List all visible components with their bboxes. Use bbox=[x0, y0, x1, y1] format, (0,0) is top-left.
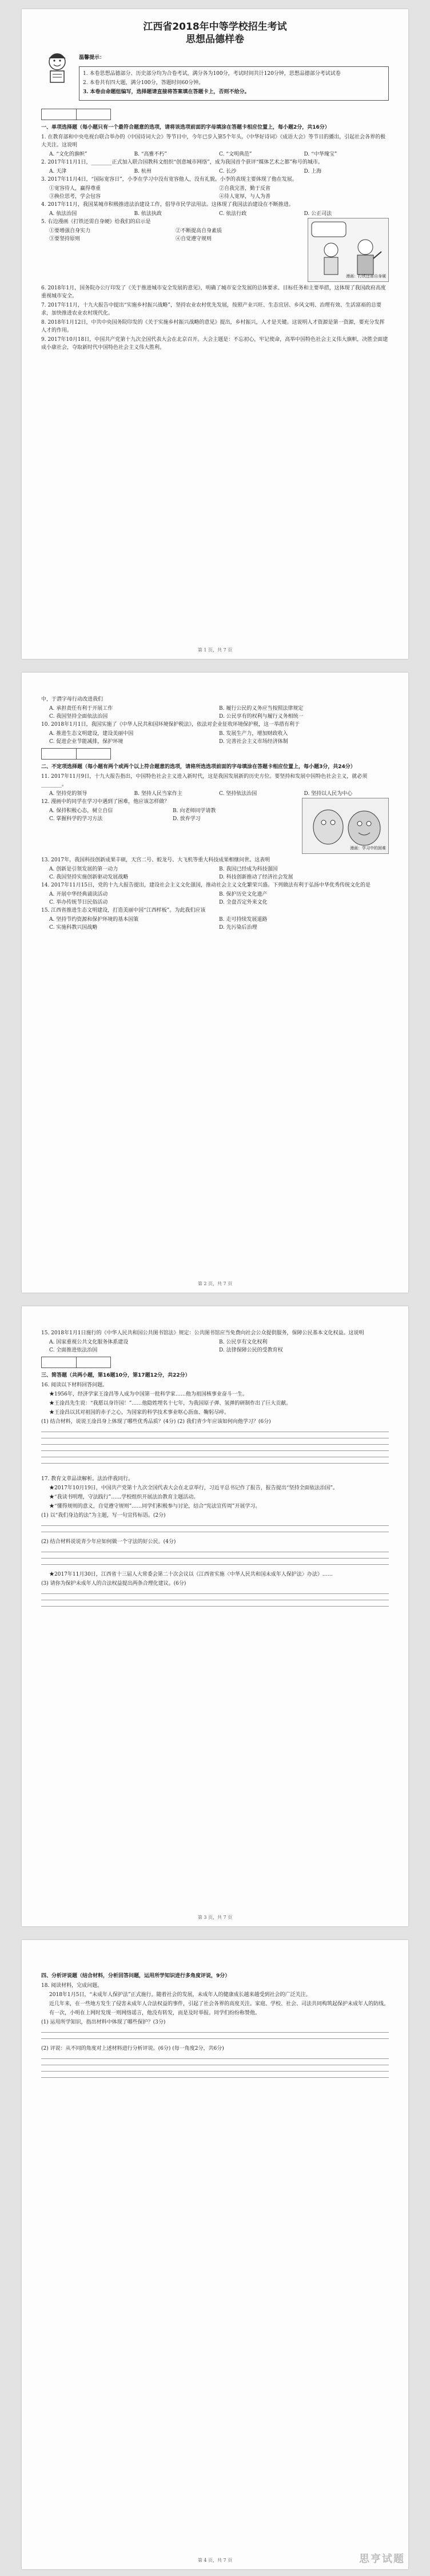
ask-2-text: (2) 评说：从不同的角度对上述材料进行分析评说。(6分) bbox=[41, 2046, 171, 2052]
material-line: ★2017年10月19日，中国共产党第十九次全国代表大会在北京举行，习近平总书记作了报告，报告提出“坚持全面依法治国”。 bbox=[49, 1485, 339, 1491]
option: C. 全面推进依法治国 bbox=[49, 1347, 98, 1353]
option: D. 法律保障公民的受教育权 bbox=[219, 1347, 283, 1353]
exam-page-2 bbox=[22, 673, 408, 1293]
question-6: 6. 2018年1月，国务院办公厅印发了《关于推进城市安全发展的意见》，明确了城市安全发展的总体要求、目标任务和主要举措，这体现了我国政府高度重视城市安全。 bbox=[41, 285, 386, 299]
page-footer: 第 1 页，共 7 页 bbox=[197, 647, 233, 653]
notice-mascot-icon bbox=[41, 50, 75, 90]
question-17-ask-1: (1) 以“我们身边的法”为主题，写一句宣传标语。(2分) bbox=[41, 1513, 166, 1518]
question-18-ask-2 bbox=[41, 2045, 389, 2053]
material-line: ★“我读书明理，守法践行”……学校组织开展法治教育主题活动。 bbox=[49, 1494, 199, 1500]
option: D. 坚持以人民为中心 bbox=[304, 791, 353, 797]
material-line: 近几年来，在一些地方发生了侵害未成年人合法权益的事件，引起了社会各界的高度关注。家庭、学校、社会、司法共同构筑起保护未成年人的防线。 bbox=[49, 2001, 389, 2007]
question-13: 13. 2017年，我国科技创新成果丰硕，天宫二号、蛟龙号、大飞机等重大科技成果相继问世。这表明 bbox=[41, 857, 270, 863]
option: B. 保护历史文化遗产 bbox=[219, 892, 268, 897]
option: A. 天津 bbox=[49, 169, 67, 174]
option: ④待人宽厚，与人为善 bbox=[219, 194, 271, 200]
option: C. 实施科教兴国战略 bbox=[49, 925, 98, 931]
notice-label: 温馨提示： bbox=[79, 55, 105, 61]
question-11: 11. 2017年11月9日，十九大报告指出，中国特色社会主义进入新时代，这是我国发展新的历史方位。要坚持和发展中国特色社会主义，就必须________。 bbox=[41, 774, 368, 788]
question-15-options bbox=[41, 916, 389, 932]
option: B. “高雅不朽” bbox=[134, 152, 168, 157]
cartoon-1-image bbox=[308, 218, 389, 282]
question-17-ask-3: (3) 请你为保护未成年人的合法权益提出两条合理化建议。(6分) bbox=[41, 1581, 186, 1587]
score-box bbox=[41, 1357, 111, 1368]
material-line: ★王淦昌先生说：“我愿以身许国！”……他隐姓埋名十七年，为我国原子弹、氢弹的研制作出了巨大贡献。 bbox=[49, 1401, 292, 1406]
question-5: 5. 右边漫画《打铁还需自身硬》给我们的启示是 bbox=[41, 219, 151, 225]
option: C. “文明典范” bbox=[219, 152, 252, 157]
notice-line: 3. 本卷由命题组编写，选择题请直接将答案填在答题卡上，否则不给分。 bbox=[83, 89, 250, 95]
option: C. 我国坚持实施创新驱动发展战略 bbox=[49, 874, 129, 880]
option: A. 推进生态文明建设，建设美丽中国 bbox=[49, 731, 134, 737]
answer-space bbox=[41, 2058, 389, 2078]
option: C. 依法行政 bbox=[219, 211, 247, 217]
exam-page-4 bbox=[22, 1940, 408, 2569]
option: B. 杭州 bbox=[134, 169, 152, 174]
section-2-heading: 二、不定项选择题（每小题有两个或两个以上符合题意的选项，请将所选选项前面的字母填涂在答题卡相应位置上，每小题3分，共24分） bbox=[41, 764, 356, 770]
question-17: 17. 教育文章品读解析。法治伴我同行。 bbox=[41, 1476, 134, 1482]
question-12: 12. 漫画中的同学在学习中遇到了困难，他应该怎样做？ bbox=[41, 799, 170, 805]
question-11-options bbox=[41, 790, 389, 798]
question-14: 14. 2017年11月15日，党的十九大报告提出，建设社会主义文化强国，推动社会主义文化繁荣兴盛。下列做法有利于弘扬中华优秀传统文化的是 bbox=[41, 882, 371, 888]
option: C. 掌握科学的学习方法 bbox=[49, 816, 103, 822]
option: B. 公民享有文化权利 bbox=[219, 1339, 268, 1345]
option: B. 依法执政 bbox=[134, 211, 162, 217]
question-2-options bbox=[41, 168, 389, 176]
question-9-options bbox=[41, 705, 389, 721]
option: D. 公正司法 bbox=[304, 211, 332, 217]
question-4-options bbox=[41, 210, 389, 218]
option: D. 全盘否定外来文化 bbox=[219, 900, 268, 905]
continued-text: 中，于潜字母行动改进我们 bbox=[41, 697, 103, 702]
question-12-options bbox=[41, 807, 296, 823]
option: ④自觉遵守规则 bbox=[176, 236, 212, 242]
notice-line: 2. 本卷共有四大题，满分100分，答题时间60分钟。 bbox=[83, 80, 204, 86]
question-10: 10. 2018年1月1日，我国实施了《中华人民共和国环境保护税法》，依法对企业征收环境保护税，这一举措有利于 bbox=[41, 722, 300, 728]
option: A. 坚持节约资源和保护环境的基本国策 bbox=[49, 917, 139, 923]
option: D. “中华瑰宝” bbox=[304, 152, 337, 157]
exam-subtitle: 思想品德样卷 bbox=[186, 34, 244, 45]
question-15-lead: 15. 江西省推进生态文明建设，打造美丽中国“江西样板”。为此我们应该 bbox=[41, 908, 206, 913]
material-line: ★1956年，经济学家王淦昌等人成为中国第一批科学家……他为祖国核事业奋斗一生。 bbox=[49, 1392, 248, 1397]
score-box bbox=[41, 109, 111, 120]
option: ②不断提高自身素质 bbox=[176, 228, 222, 234]
cartoon-2-image bbox=[302, 798, 389, 854]
question-15-options bbox=[41, 1338, 389, 1354]
question-2: 2. 2017年11月1日，________正式加入联合国教科文组织“创意城市网络”，成为我国首个获评“媒体艺术之都”称号的城市。 bbox=[41, 160, 323, 165]
option: A. 依法治国 bbox=[49, 211, 77, 217]
option: A. 创新是引领发展的第一动力 bbox=[49, 866, 118, 872]
question-18-ask-1: (1) 运用所学知识，指出材料中体现了哪些保护？(3分) bbox=[41, 2020, 166, 2025]
option: A. 国家重视公共文化服务体系建设 bbox=[49, 1339, 129, 1345]
option: B. 走可持续发展道路 bbox=[219, 917, 268, 923]
question-13-options bbox=[41, 865, 389, 881]
exam-page-1 bbox=[22, 9, 408, 659]
ask-2-note: (每一角度2分，共6分) bbox=[172, 2046, 224, 2052]
material-line: 有一次，小明在上网时发现一则网络谣言，他没有转发，而是及时举报。同学们纷纷称赞他。 bbox=[49, 2010, 261, 2016]
option: D. 完善社会主义市场经济体制 bbox=[219, 739, 288, 745]
option: ③换位思考，学会包容 bbox=[49, 194, 101, 200]
option: D. 公民享有的权利与履行义务相统一 bbox=[219, 714, 304, 719]
question-3: 3. 2017年11月4日，“国际宽容日”，小李在学习中没有宽容他人，没有礼貌。小李的表现主要体现了他在发展。 bbox=[41, 177, 297, 182]
option: ②自我完善，勤于反省 bbox=[219, 186, 271, 192]
option: B. 发展生产力，增加财政收入 bbox=[219, 731, 288, 737]
answer-space bbox=[41, 2032, 389, 2039]
option: A. 开展中华经典诵读活动 bbox=[49, 892, 108, 897]
option: A. “文化的旗帜” bbox=[49, 152, 87, 157]
cartoon-2-caption: 漫画：学习中的困难 bbox=[350, 846, 386, 850]
question-3-options bbox=[41, 185, 389, 201]
option: C. 促进企业节能减排，保护环境 bbox=[49, 739, 124, 745]
material-line: ★“懂得规则的意义，自觉遵守规则”……同学们积极参与讨论，结合“宪法宣传周”开展学习。 bbox=[49, 1504, 261, 1509]
question-18: 18. 阅读材料，完成问题。 bbox=[41, 1983, 103, 1989]
cartoon-1-caption: 漫画：打铁还需自身硬 bbox=[346, 274, 386, 279]
page-footer: 第 3 页，共 7 页 bbox=[197, 1915, 233, 1920]
option: C. 坚持依法治国 bbox=[219, 791, 257, 797]
question-4: 4. 2017年11月，我国某城市积极推进法治建设工作，倡导市民学法用法。这体现了我国法治建设在不断推进。 bbox=[41, 202, 294, 208]
option: B. 坚持人民当家作主 bbox=[134, 791, 182, 797]
question-17-ask-2: (2) 结合材料说说青少年应如何做一个守法的好公民。(4分) bbox=[41, 1539, 176, 1545]
section-1-heading: 一、单项选择题（每小题只有一个最符合题意的选项，请将该选项前面的字母填涂在答题卡相应位置上，每小题2分，共16分） bbox=[41, 125, 330, 130]
question-14-options bbox=[41, 891, 389, 907]
answer-space bbox=[41, 1432, 389, 1464]
option: ①宽容待人，赢得尊重 bbox=[49, 186, 101, 192]
option: D. 科技创新推动了经济社会发展 bbox=[219, 874, 293, 880]
option: B. 我国已经成为科技强国 bbox=[219, 866, 278, 872]
option: D. 放弃学习 bbox=[173, 816, 201, 822]
exam-title: 江西省2018年中等学校招生考试 bbox=[143, 21, 287, 33]
score-box bbox=[41, 748, 111, 760]
question-15: 15. 2018年1月1日施行的《中华人民共和国公共图书馆法》规定：公共图书馆应当免费向社会公众提供服务，保障公民基本文化权益。这说明 bbox=[41, 1330, 364, 1336]
site-watermark: 思亨试题 bbox=[359, 2553, 405, 2565]
question-7: 7. 2017年11月，十九大报告中提出“实施乡村振兴战略”，坚持农业农村优先发展，按照产业兴旺、生态宜居、乡风文明、治理有效、生活富裕的总要求，加快推进农业农村现代化。 bbox=[41, 303, 382, 316]
answer-space bbox=[41, 1593, 389, 1607]
option: C. 我国坚持全面依法治国 bbox=[49, 714, 108, 719]
answer-space bbox=[41, 1552, 389, 1565]
option: A. 保持积极心态，树立自信 bbox=[49, 808, 113, 814]
question-1-options bbox=[41, 150, 389, 158]
question-16-ask: (1) 结合材料，说说王淦昌身上体现了哪些优秀品质？(4分) (2) 我们青少年应该如何向他学习？(6分) bbox=[41, 1419, 271, 1425]
exam-page-3 bbox=[22, 1306, 408, 1926]
section-4-heading: 四、分析评说题（结合材料，分析回答问题，运用所学知识进行多角度评说，9分） bbox=[41, 1973, 230, 1979]
option: C. 举办传统节日民俗活动 bbox=[49, 900, 108, 905]
option: B. 向老师同学请教 bbox=[173, 808, 216, 814]
question-9: 9. 2017年10月18日，中国共产党第十九次全国代表大会在北京召开。大会主题是：不忘初心，牢记使命，高举中国特色社会主义伟大旗帜，决胜全面建成小康社会，夺取新时代中国特色社会主义伟大胜利。 bbox=[41, 337, 388, 351]
question-10-options bbox=[41, 730, 389, 746]
option: B. 履行公民的义务应当按照法律规定 bbox=[219, 706, 304, 711]
option: D. 先污染后治理 bbox=[219, 925, 257, 931]
option: ①要增强自身实力 bbox=[49, 228, 91, 234]
section-3-heading: 三、简答题（共两小题，第16题10分，第17题12分，共22分） bbox=[41, 1373, 190, 1378]
page-footer: 第 2 页，共 7 页 bbox=[197, 1281, 233, 1286]
notice-box bbox=[79, 66, 389, 101]
option: D. 上海 bbox=[304, 169, 322, 174]
question-5-options bbox=[41, 227, 302, 243]
option: A. 坚持党的领导 bbox=[49, 791, 87, 797]
question-1: 1. 在教育部和中央电视台联合举办的《中国诗词大会》等节目中，今年已步入第5个年头。《中华好诗词》《成语大会》等节目的播出，引起社会各界的极大关注。这说明 bbox=[41, 134, 386, 148]
material-line: ★2017年11月30日，江西省十三届人大常委会第二十次会议以《江西省实施〈中华人民共和国未成年人保护法〉办法》…… bbox=[49, 1572, 333, 1577]
option: ③要坚持原则 bbox=[49, 236, 81, 242]
question-8: 8. 2018年1月12日，中共中央国务院印发的《关于实施乡村振兴战略的意见》提出，乡村振兴，人才是关键。这说明人才资源是第一资源，要充分发挥人才的作用。 bbox=[41, 320, 385, 333]
option: C. 长沙 bbox=[219, 169, 237, 174]
answer-space bbox=[41, 1525, 389, 1532]
page-footer: 第 4 页，共 7 页 bbox=[197, 2558, 233, 2563]
notice-line: 1. 本卷思想品德部分、历史部分均为合卷考试，满分各为100分，考试时间共计120分钟，思想品德部分考试试卷 bbox=[83, 71, 341, 77]
option: A. 承担责任有利于开展工作 bbox=[49, 706, 113, 711]
material-line: 2018年1月5日，“未成年人保护法”正式施行。随着社会的发展，未成年人的健康成长越来越受到社会的广泛关注。 bbox=[49, 1992, 311, 1998]
material-line: ★王淦昌以其对祖国的赤子之心，为国家的科学技术事业呕心沥血、鞠躬尽瘁。 bbox=[49, 1410, 230, 1416]
question-16: 16. 阅读以下材料回答问题。 bbox=[41, 1382, 108, 1388]
